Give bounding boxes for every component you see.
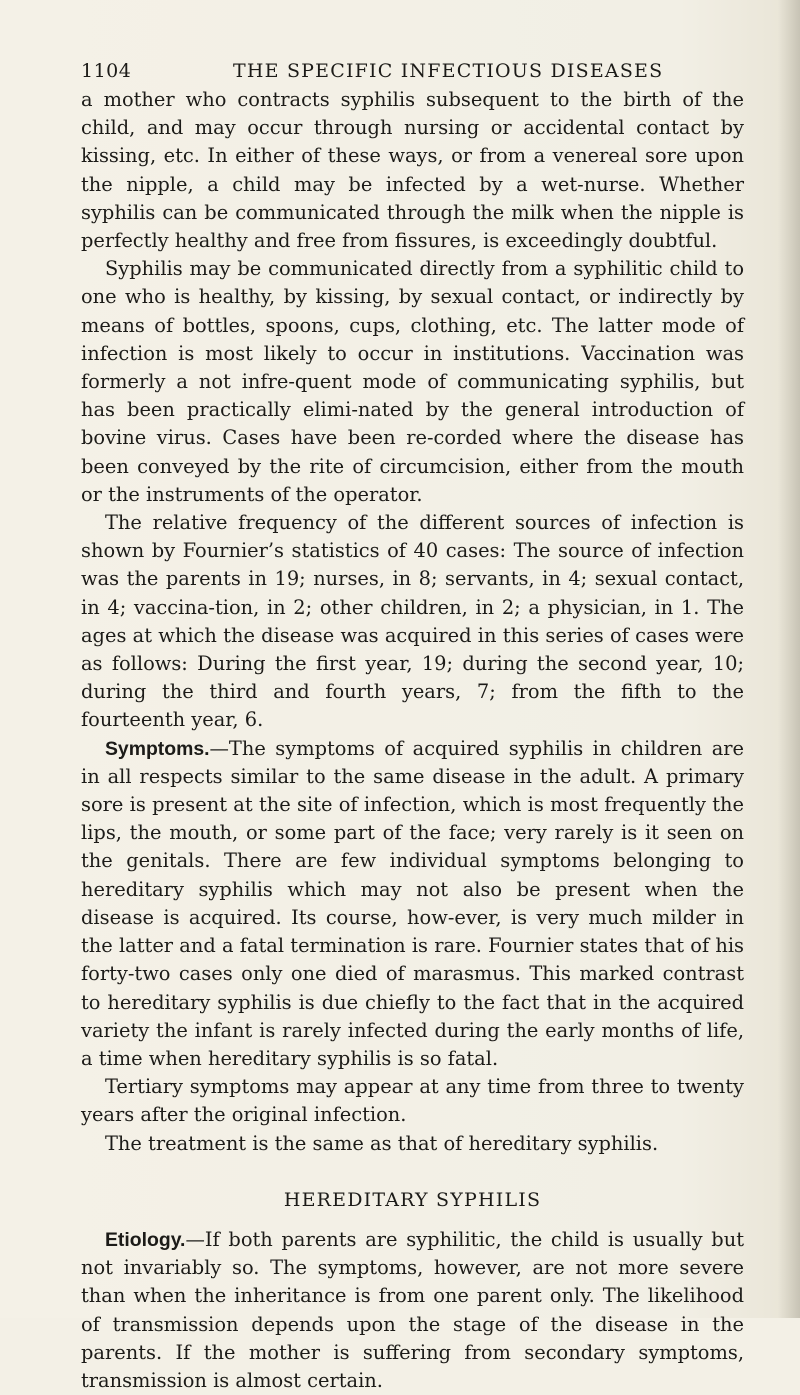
paragraph-tertiary: Tertiary symptoms may appear at any time from three to twenty years after the original infection. [81, 1075, 744, 1127]
paragraph-symptoms [81, 735, 744, 1073]
body-text [81, 86, 744, 1395]
etiology-text: —If both parents are syphilitic, the child is usually but not invariably so. The symptoms, however, are not more severe than when the inheritance is from one parent only. The likelihood of transmission depends upon the stage of the disease in the parents. If the mother is suffering from secondary symptoms, transmission is almost certain. [81, 1227, 744, 1392]
page-edge-shadow [778, 0, 800, 1318]
paragraph-continuation: a mother who contracts syphilis subsequent to the birth of the child, and may occur through nursing or accidental contact by kissing, etc. In either of these ways, or from a venereal sore upon the nipple, a child may be infected by a wet-nurse. Whether syphilis can be communicated through the milk when the nipple is perfectly healthy and free from fissures, is exceedingly doubtful. [81, 88, 744, 253]
paragraph-treatment: The treatment is the same as that of hereditary syphilis. [105, 1131, 659, 1155]
paragraph-transmission: Syphilis may be communicated directly from a syphilitic child to one who is healthy, by kissing, by sexual contact, or indirectly by means of bottles, spoons, cups, clothing, etc. The latter mode of infection is most likely to occur in institutions. Vaccination was formerly a not infre-quent mode of communicating syphilis, but has been practically elimi-nated by the general introduction of bovine virus. Cases have been re-corded where the disease has been conveyed by the rite of circumcision, either from the mouth or the instruments of the operator. [81, 257, 744, 506]
paragraph-statistics: The relative frequency of the different sources of infection is shown by Fournier’s statistics of 40 cases: The source of infection was the parents in 19; nurses, in 8; servants, in 4; sexual contact, in 4; vaccina-tion, in 2; other children, in 2; a physician, in 1. The ages at which the disease was acquired in this series of cases were as follows: During the first year, 19; during the second year, 10; during the third and fourth years, 7; from the fifth to the fourteenth year, 6. [81, 511, 744, 732]
running-head: THE SPECIFIC INFECTIOUS DISEASES [233, 60, 664, 82]
etiology-lead: Etiology. [105, 1228, 186, 1251]
section-heading: HEREDITARY SYPHILIS [283, 1188, 542, 1211]
symptoms-text: —The symptoms of acquired syphilis in children are in all respects similar to the same disease in the adult. A primary sore is present at the site of infection, which is most frequently the lips, the mouth, or some part of the face; very rarely is it seen on the genitals. There are few individual symptoms belonging to hereditary syphilis which may not also be present when the disease is acquired. Its course, how-ever, is very much milder in the latter and a fatal termination is rare. Fournier states that of his forty-two cases only one died of marasmus. This marked contrast to hereditary syphilis is due chiefly to the fact that in the acquired variety the infant is rarely infected during the early months of life, a time when hereditary syphilis is so fatal. [81, 736, 744, 1070]
paragraph-etiology [81, 1226, 744, 1395]
symptoms-lead: Symptoms. [105, 737, 210, 760]
page-number: 1104 [81, 60, 132, 82]
